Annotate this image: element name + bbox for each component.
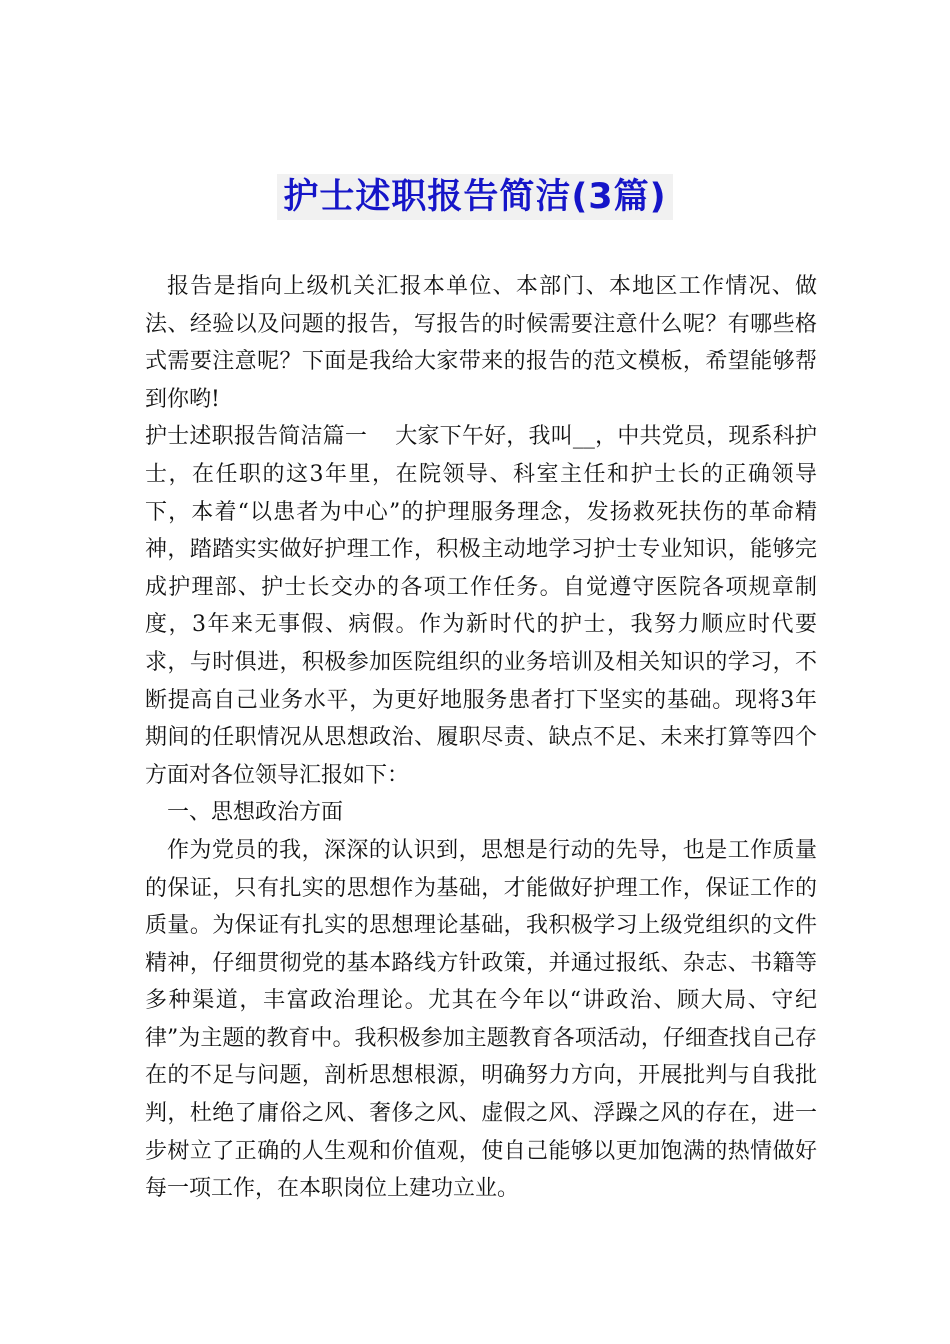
section-heading: 一、思想政治方面: [167, 800, 344, 826]
section-paragraph: [145, 418, 817, 794]
section-label: 护士述职报告简洁篇一: [145, 424, 368, 450]
section-text: 大家下午好，我叫__，中共党员，现系科护士，在任职的这3年里，在院领导、科室主任和护士长的正确领导下，本着“以患者为中心”的护理服务理念，发扬救死扶伤的革命精神，踏踏实实做好护理工作，积极主动地学习护士专业知识，能够完成护理部、护士长交办的各项工作任务。自觉遵守医院各项规章制度，3年来无事假、病假。作为新时代的护士，我努力顺应时代要求，与时俱进，积极参加医院组织的业务培训及相关知识的学习，不断提高自己业务水平，为更好地服务患者打下坚实的基础。现将3年期间的任职情况从思想政治、履职尽责、缺点不足、未来打算等四个方面对各位领导汇报如下：: [145, 424, 817, 788]
intro-paragraph: 报告是指向上级机关汇报本单位、本部门、本地区工作情况、做法、经验以及问题的报告，写报告的时候需要注意什么呢？有哪些格式需要注意呢？下面是我给大家带来的报告的范文模板，希望能够帮到你哟!: [145, 274, 817, 412]
document-body: [145, 268, 817, 1208]
body-paragraph: 作为党员的我，深深的认识到，思想是行动的先导，也是工作质量的保证，只有扎实的思想作为基础，才能做好护理工作，保证工作的质量。为保证有扎实的思想理论基础，我积极学习上级党组织的文件精神，仔细贯彻党的基本路线方针政策，并通过报纸、杂志、书籍等多种渠道，丰富政治理论。尤其在今年以“讲政治、顾大局、守纪律”为主题的教育中。我积极参加主题教育各项活动，仔细查找自己存在的不足与问题，剖析思想根源，明确努力方向，开展批判与自我批判，杜绝了庸俗之风、奢侈之风、虚假之风、浮躁之风的存在，进一步树立了正确的人生观和价值观，使自己能够以更加饱满的热情做好每一项工作，在本职岗位上建功立业。: [145, 837, 817, 1202]
document-title: 护士述职报告简洁(3篇): [277, 174, 672, 220]
title-container: [0, 174, 950, 220]
